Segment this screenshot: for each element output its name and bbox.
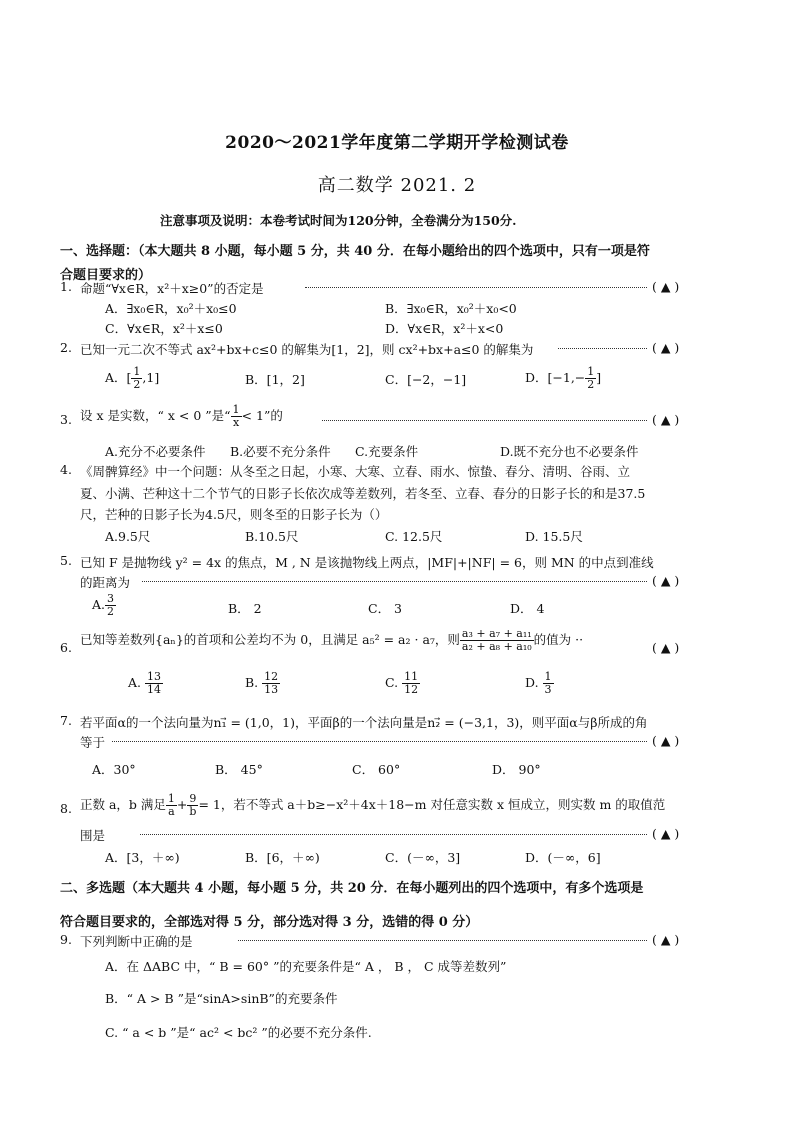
q5-line1: 已知 F 是抛物线 y² = 4x 的焦点，M , N 是该抛物线上两点，|MF|+|NF| = 6，则 MN 的中点到准线 xyxy=(80,555,654,570)
q5-leader-dots xyxy=(142,581,647,582)
q6-option-b xyxy=(245,671,280,696)
q6-a-numerator: 13 xyxy=(147,670,161,683)
q9-option-a: A．在 ΔABC 中，“ B = 60° ”的充要条件是“ A ， B ， C 成等差数列” xyxy=(105,959,507,974)
q6-denominator: a₂ + a₈ + a₁₀ xyxy=(461,640,532,653)
q6-a-denominator: 14 xyxy=(147,683,161,696)
q6-option-a xyxy=(128,671,163,696)
q6-d-numerator: 1 xyxy=(544,670,552,683)
q6-b-prefix: B. xyxy=(245,675,259,690)
q4-option-a: A.9.5尺 xyxy=(105,529,151,544)
q6-a-prefix: A. xyxy=(128,675,142,690)
q8-text-suffix: = 1，若不等式 a＋b≥−x²＋4x＋18−m 对任意实数 x 恒成立，则实数 m 的取值范 xyxy=(198,797,666,812)
q8-line2: 围是 xyxy=(80,828,106,843)
q4-option-b: B.10.5尺 xyxy=(245,529,299,544)
q5-a-denominator: 2 xyxy=(107,605,115,618)
q3-answer-mark: ( ▲ ) xyxy=(652,412,680,427)
q6-c-fraction xyxy=(402,671,420,696)
q8-fraction-1 xyxy=(166,793,177,818)
q8-answer-mark: ( ▲ ) xyxy=(652,826,680,841)
q5-option-b: B． 2 xyxy=(228,601,262,616)
q8-option-b: B．[6，＋∞) xyxy=(245,850,320,865)
exam-subtitle: 高二数学 2021. 2 xyxy=(317,175,477,196)
q7-answer-mark: ( ▲ ) xyxy=(652,733,680,748)
q7-line1: 若平面α的一个法向量为n₁⃗ = (1,0，1)，平面β的一个法向量是n₂⃗ = (−3,1，3)，则平面α与β所成的角 xyxy=(80,715,648,730)
q8-option-c: C．(－∞，3] xyxy=(385,850,461,865)
section1-line2: 合题目要求的） xyxy=(60,268,152,283)
section2-heading xyxy=(60,872,740,940)
q1-text: 命题“∀x∈R，x²＋x≥0”的否定是 xyxy=(80,281,264,296)
q3-option-c: C.充要条件 xyxy=(355,444,419,459)
q2-option-b: B．[1，2] xyxy=(245,372,305,387)
q6-answer-mark: ( ▲ ) xyxy=(652,640,680,655)
exam-title: 2020～2021学年度第二学期开学检测试卷 xyxy=(225,133,569,153)
q4-option-c: C. 12.5尺 xyxy=(385,529,443,544)
q3-denominator: x xyxy=(232,416,240,429)
q7-option-b: B． 45° xyxy=(215,762,263,777)
q5-answer-mark: ( ▲ ) xyxy=(652,573,680,588)
q3-option-d: D.既不充分也不必要条件 xyxy=(500,444,639,459)
q8-option-d: D．(－∞，6] xyxy=(525,850,601,865)
q7-number: 7. xyxy=(60,713,72,728)
q6-option-c xyxy=(385,671,420,696)
q2-answer-mark: ( ▲ ) xyxy=(652,340,680,355)
q2-option-d xyxy=(525,366,601,391)
q4-option-d: D. 15.5尺 xyxy=(525,529,583,544)
q3-numerator: 1 xyxy=(232,403,240,416)
q6-option-d xyxy=(525,671,554,696)
q6-b-numerator: 12 xyxy=(264,670,279,683)
q6-text-suffix: 的值为 ·· xyxy=(533,632,584,647)
section2-line2: 符合题目要求的，全部选对得 5 分，部分选对得 3 分，选错的得 0 分） xyxy=(60,915,479,930)
q9-answer-mark: ( ▲ ) xyxy=(652,932,680,947)
q1-answer-mark: ( ▲ ) xyxy=(652,279,680,294)
q1-number: 1. xyxy=(60,279,72,294)
q1-option-a: A．∃x₀∈R，x₀²＋x₀≤0 xyxy=(105,301,237,316)
q5-option-a xyxy=(92,593,116,618)
q5-a-fraction xyxy=(105,593,116,618)
q2-option-a xyxy=(105,366,159,391)
section2-line1: 二、多选题（本大题共 4 小题，每小题 5 分，共 20 分．在每小题列出的四个选项中，有多个选项是 xyxy=(60,881,644,896)
q8-plus: + xyxy=(176,797,188,812)
q6-numerator: a₃ + a₇ + a₁₁ xyxy=(461,627,532,640)
q3-number: 3. xyxy=(60,412,72,427)
q2-number: 2. xyxy=(60,340,72,355)
q9-option-c: C. “ a < b ”是“ ac² < bc² ”的必要不充分条件. xyxy=(105,1025,372,1040)
q6-text-prefix: 已知等差数列{aₙ}的首项和公差均不为 0，且满足 a₅² = a₂ · a₇，则 xyxy=(80,632,460,647)
q6-d-fraction xyxy=(543,671,554,696)
q6-b-fraction xyxy=(262,671,280,696)
q5-a-prefix: A. xyxy=(92,597,106,612)
q2-d-suffix: ] xyxy=(596,370,602,385)
q4-line3: 尺，芒种的日影子长为4.5尺，则冬至的日影子长为（） xyxy=(80,507,388,522)
q9-text: 下列判断中正确的是 xyxy=(80,934,193,949)
q5-a-numerator: 3 xyxy=(107,592,115,605)
q8-f2-denominator: b xyxy=(189,805,197,818)
q2-option-c: C．[−2，−1] xyxy=(385,372,467,387)
q9-number: 9. xyxy=(60,932,72,947)
q1-leader-dots xyxy=(305,287,647,288)
q7-line2: 等于 xyxy=(80,735,106,750)
q6-d-denominator: 3 xyxy=(544,683,552,696)
q6-b-denominator: 13 xyxy=(264,683,279,696)
q7-leader-dots xyxy=(112,741,647,742)
q6-fraction xyxy=(460,628,534,653)
q8-f1-numerator: 1 xyxy=(167,792,175,805)
q5-number: 5. xyxy=(60,553,72,568)
q2-a-denominator: 2 xyxy=(133,378,141,391)
q4-line2: 夏、小满、芒种这十二个节气的日影子长依次成等差数列，若冬至、立春、春分的日影子长的和是37.5 xyxy=(80,486,646,501)
q6-c-prefix: C. xyxy=(385,675,399,690)
q6-text xyxy=(80,628,700,653)
q9-option-b: B．“ A > B ”是“sinA>sinB”的充要条件 xyxy=(105,991,338,1006)
q1-option-c: C．∀x∈R，x²＋x≤0 xyxy=(105,321,223,336)
q3-text-prefix: 设 x 是实数，“ x < 0 ”是“ xyxy=(80,408,231,423)
q8-number: 8. xyxy=(60,801,72,816)
q5-option-c: C． 3 xyxy=(368,601,402,616)
q7-option-d: D． 90° xyxy=(492,762,541,777)
q2-a-prefix: A．[ xyxy=(105,370,132,385)
q2-text: 已知一元二次不等式 ax²+bx+c≤0 的解集为[1，2]，则 cx²+bx+a≤0 的解集为 xyxy=(80,342,534,357)
q8-f1-denominator: a xyxy=(168,805,175,818)
q4-line1: 《周髀算经》中一个问题：从冬至之日起，小寒、大寒、立春、雨水、惊蛰、春分、清明、谷雨、立 xyxy=(80,464,631,479)
q2-a-numerator: 1 xyxy=(133,365,141,378)
q6-number: 6. xyxy=(60,640,72,655)
q6-d-prefix: D. xyxy=(525,675,539,690)
q2-leader-dots xyxy=(558,348,647,349)
q6-c-denominator: 12 xyxy=(404,683,419,696)
exam-notice: 注意事项及说明：本卷考试时间为120分钟，全卷满分为150分. xyxy=(160,213,517,228)
q5-option-d: D． 4 xyxy=(510,601,545,616)
q8-f2-numerator: 9 xyxy=(187,793,198,806)
q8-option-a: A．[3，＋∞) xyxy=(105,850,180,865)
q3-leader-dots xyxy=(322,420,647,421)
q1-option-b: B．∃x₀∈R，x₀²＋x₀<0 xyxy=(385,301,517,316)
q2-d-fraction xyxy=(585,366,596,391)
q7-option-a: A．30° xyxy=(92,762,136,777)
q8-text-prefix: 正数 a，b 满足 xyxy=(80,797,166,812)
q2-a-suffix: ,1] xyxy=(142,370,160,385)
q3-text-suffix: < 1”的 xyxy=(241,408,283,423)
q9-leader-dots xyxy=(238,940,647,941)
q3-option-a: A.充分不必要条件 xyxy=(105,444,206,459)
q3-fraction xyxy=(231,404,242,429)
q2-a-fraction xyxy=(131,366,142,391)
q3-text xyxy=(80,404,700,429)
q8-leader-dots xyxy=(140,834,647,835)
q5-line2: 的距离为 xyxy=(80,575,131,590)
q2-d-prefix: D．[−1,− xyxy=(525,370,586,385)
q7-option-c: C． 60° xyxy=(352,762,401,777)
q1-option-d: D．∀x∈R，x²＋x<0 xyxy=(385,321,504,336)
q8-fraction-2 xyxy=(187,793,198,818)
q6-a-fraction xyxy=(145,671,163,696)
q8-text xyxy=(80,793,700,818)
q6-c-numerator: 11 xyxy=(404,670,419,683)
q2-d-numerator: 1 xyxy=(587,365,595,378)
q4-number: 4. xyxy=(60,462,72,477)
section1-line1: 一、选择题：（本大题共 8 小题，每小题 5 分，共 40 分．在每小题给出的四个选项中，只有一项是符 xyxy=(60,244,650,259)
q3-option-b: B.必要不充分条件 xyxy=(230,444,331,459)
q2-d-denominator: 2 xyxy=(587,378,595,391)
